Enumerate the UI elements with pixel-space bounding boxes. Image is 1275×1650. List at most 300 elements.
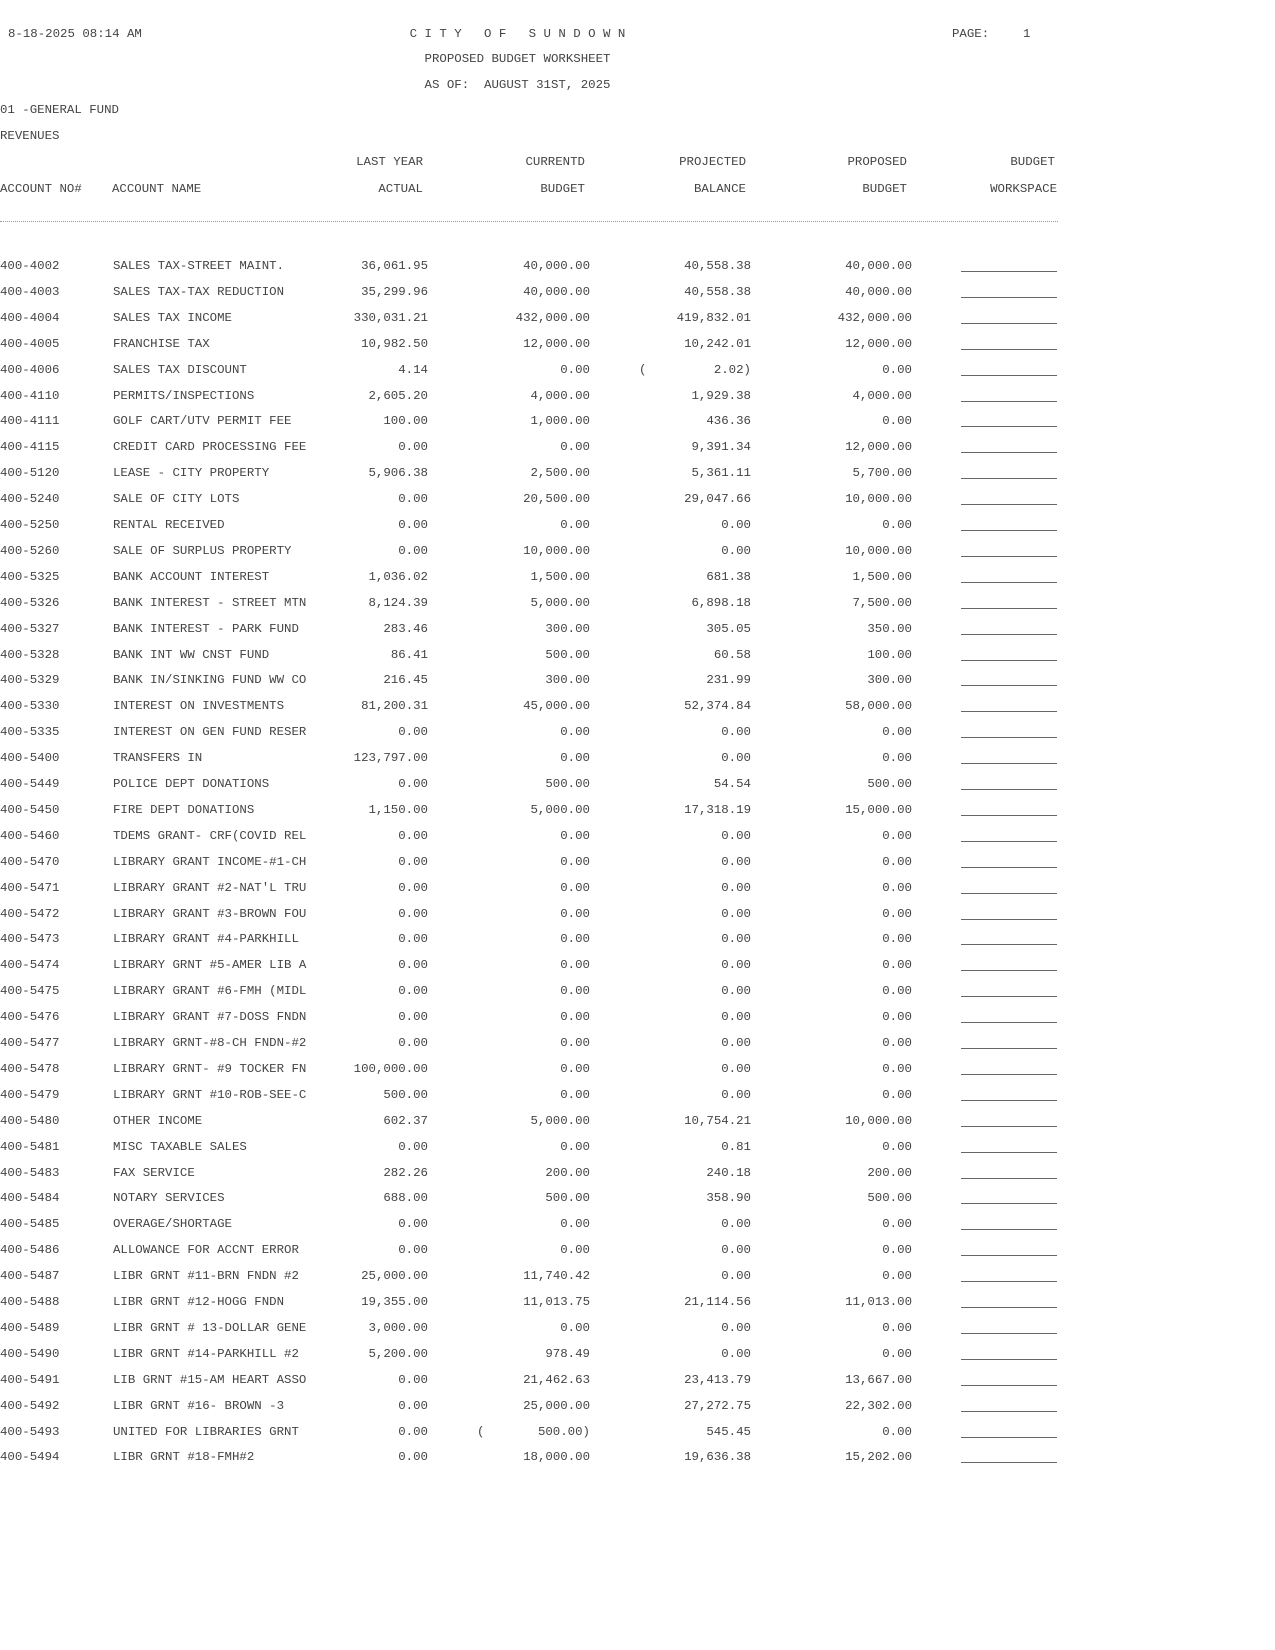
table-row [0, 596, 1060, 616]
account-name: LIBR GRNT #14-PARKHILL #2 [113, 1346, 299, 1361]
proposed-budget: 0.00 [882, 1010, 912, 1025]
projected-balance: 40,558.38 [684, 259, 751, 273]
projected-balance: 54.54 [713, 777, 751, 791]
section-title: REVENUES [0, 129, 60, 143]
budget-workspace-field[interactable] [961, 426, 1057, 427]
current-budget: 500.00 [545, 647, 590, 662]
col-budget-2: WORKSPACE [990, 182, 1057, 196]
projected-balance: 29,047.66 [684, 492, 751, 507]
current-budget: 0.00 [560, 440, 590, 455]
proposed-budget: 15,202.00 [845, 1450, 912, 1465]
last-year-actual: 0.00 [398, 1424, 428, 1439]
last-year-actual: 0.00 [398, 906, 428, 921]
negative-paren: ( [639, 362, 647, 377]
col-account-name: ACCOUNT NAME [112, 182, 202, 196]
proposed-budget: 40,000.00 [845, 259, 912, 273]
last-year-actual: 0.00 [398, 828, 428, 843]
table-row [0, 259, 1060, 279]
budget-workspace-field[interactable] [961, 1100, 1057, 1101]
table-row [0, 1269, 1060, 1289]
projected-balance: 0.00 [721, 725, 751, 740]
last-year-actual: 0.00 [398, 1450, 428, 1465]
current-budget: 500.00 [545, 777, 590, 791]
account-number: 400-5490 [0, 1346, 60, 1361]
budget-workspace-field[interactable] [961, 919, 1057, 920]
table-row [0, 1010, 1060, 1030]
projected-balance: 305.05 [706, 621, 751, 636]
budget-workspace-field[interactable] [961, 660, 1057, 661]
last-year-actual: 5,200.00 [368, 1346, 428, 1361]
last-year-actual: 1,036.02 [368, 569, 428, 584]
table-row [0, 932, 1060, 952]
table-row [0, 777, 1060, 797]
budget-workspace-field[interactable] [961, 815, 1057, 816]
table-row [0, 622, 1060, 642]
account-number: 400-5250 [0, 518, 60, 532]
proposed-budget: 40,000.00 [845, 284, 912, 299]
proposed-budget: 7,500.00 [852, 595, 912, 610]
projected-balance: 0.00 [721, 906, 751, 921]
col-budget-1: BUDGET [1010, 155, 1055, 169]
col-proposed-1: PROPOSED [847, 155, 907, 169]
account-name: SALES TAX INCOME [113, 310, 232, 325]
budget-workspace-field[interactable] [961, 634, 1057, 635]
table-row [0, 389, 1060, 409]
current-budget: 20,500.00 [523, 492, 590, 507]
proposed-budget: 0.00 [882, 1243, 912, 1258]
budget-workspace-field[interactable] [961, 349, 1057, 350]
projected-balance: 436.36 [706, 414, 751, 429]
projected-balance: 419,832.01 [676, 310, 751, 325]
budget-workspace-field[interactable] [961, 1462, 1057, 1463]
budget-workspace-field[interactable] [961, 401, 1057, 402]
budget-workspace-field[interactable] [961, 375, 1057, 376]
table-row [0, 544, 1060, 564]
col-last-year-2: ACTUAL [378, 182, 423, 196]
table-row [0, 285, 1060, 305]
budget-workspace-field[interactable] [961, 1437, 1057, 1438]
table-row [0, 855, 1060, 875]
budget-workspace-field[interactable] [961, 1359, 1057, 1360]
account-name: CREDIT CARD PROCESSING FEE [113, 440, 307, 455]
table-row [0, 1347, 1060, 1367]
projected-balance: 21,114.56 [684, 1295, 751, 1309]
current-budget: 45,000.00 [523, 699, 590, 714]
account-number: 400-5471 [0, 880, 60, 895]
budget-workspace-field[interactable] [961, 711, 1057, 712]
col-projected-1: PROJECTED [679, 155, 746, 169]
current-budget: 0.00 [560, 1036, 590, 1050]
projected-balance: 240.18 [706, 1165, 751, 1180]
proposed-budget: 0.00 [882, 1036, 912, 1050]
account-name: LIBRARY GRANT #2-NAT'L TRU [113, 880, 307, 895]
table-row [0, 1114, 1060, 1134]
last-year-actual: 602.37 [383, 1113, 428, 1128]
table-row [0, 829, 1060, 849]
account-name: LIBRARY GRANT #6-FMH (MIDL [113, 984, 307, 999]
table-row [0, 440, 1060, 460]
last-year-actual: 123,797.00 [353, 751, 428, 766]
table-row [0, 1373, 1060, 1393]
account-number: 400-5480 [0, 1113, 60, 1128]
account-number: 400-5489 [0, 1320, 60, 1335]
budget-workspace-field[interactable] [961, 1203, 1057, 1204]
current-budget: 432,000.00 [515, 310, 590, 325]
account-name: OVERAGE/SHORTAGE [113, 1217, 232, 1232]
budget-workspace-field[interactable] [961, 1229, 1057, 1230]
account-number: 400-4111 [0, 414, 60, 429]
account-name: FIRE DEPT DONATIONS [113, 802, 255, 817]
budget-workspace-field[interactable] [961, 271, 1057, 272]
account-name: INTEREST ON GEN FUND RESER [113, 725, 307, 740]
budget-workspace-field[interactable] [961, 608, 1057, 609]
last-year-actual: 688.00 [383, 1191, 428, 1206]
budget-workspace-field[interactable] [961, 1074, 1057, 1075]
account-name: POLICE DEPT DONATIONS [113, 777, 270, 791]
proposed-budget: 0.00 [882, 414, 912, 429]
budget-workspace-field[interactable] [961, 1333, 1057, 1334]
projected-balance: 2.02) [713, 362, 751, 377]
proposed-budget: 10,000.00 [845, 492, 912, 507]
budget-workspace-field[interactable] [961, 970, 1057, 971]
proposed-budget: 0.00 [882, 1269, 912, 1284]
account-name: LIBRARY GRNT-#8-CH FNDN-#2 [113, 1036, 307, 1050]
table-row [0, 699, 1060, 719]
account-number: 400-5260 [0, 543, 60, 558]
budget-workspace-field[interactable] [961, 685, 1057, 686]
account-name: LIBRARY GRANT #3-BROWN FOU [113, 906, 307, 921]
account-number: 400-5476 [0, 1010, 60, 1025]
proposed-budget: 500.00 [867, 777, 912, 791]
current-budget: 11,013.75 [523, 1295, 590, 1309]
budget-workspace-field[interactable] [961, 1385, 1057, 1386]
budget-workspace-field[interactable] [961, 582, 1057, 583]
negative-paren: ( [477, 1424, 485, 1439]
account-name: NOTARY SERVICES [113, 1191, 225, 1206]
budget-workspace-field[interactable] [961, 556, 1057, 557]
table-row [0, 492, 1060, 512]
last-year-actual: 0.00 [398, 725, 428, 740]
proposed-budget: 0.00 [882, 854, 912, 869]
budget-workspace-field[interactable] [961, 504, 1057, 505]
account-number: 400-5473 [0, 932, 60, 947]
account-name: LIBR GRNT #18-FMH#2 [113, 1450, 255, 1465]
proposed-budget: 22,302.00 [845, 1398, 912, 1413]
proposed-budget: 432,000.00 [837, 310, 912, 325]
account-number: 400-5329 [0, 673, 60, 688]
account-number: 400-5474 [0, 958, 60, 973]
account-number: 400-5330 [0, 699, 60, 714]
account-number: 400-5326 [0, 595, 60, 610]
account-name: INTEREST ON INVESTMENTS [113, 699, 285, 714]
current-budget: 0.00 [560, 1061, 590, 1076]
table-row [0, 907, 1060, 927]
account-name: SALES TAX-TAX REDUCTION [113, 284, 285, 299]
proposed-budget: 0.00 [882, 958, 912, 973]
account-number: 400-5449 [0, 777, 60, 791]
current-budget: 300.00 [545, 673, 590, 688]
account-name: LIBRARY GRANT #4-PARKHILL [113, 932, 299, 947]
budget-workspace-field[interactable] [961, 1411, 1057, 1412]
budget-workspace-field[interactable] [961, 1307, 1057, 1308]
account-number: 400-5460 [0, 828, 60, 843]
table-row [0, 363, 1060, 383]
last-year-actual: 35,299.96 [361, 284, 428, 299]
table-row [0, 1217, 1060, 1237]
proposed-budget: 12,000.00 [845, 336, 912, 351]
budget-workspace-field[interactable] [961, 789, 1057, 790]
current-budget: 300.00 [545, 621, 590, 636]
last-year-actual: 1,150.00 [368, 802, 428, 817]
table-row [0, 984, 1060, 1004]
proposed-budget: 0.00 [882, 1320, 912, 1335]
last-year-actual: 10,982.50 [361, 336, 428, 351]
current-budget: 0.00 [560, 854, 590, 869]
budget-workspace-field[interactable] [961, 867, 1057, 868]
last-year-actual: 0.00 [398, 1139, 428, 1154]
account-number: 400-5481 [0, 1139, 60, 1154]
col-projected-2: BALANCE [693, 182, 746, 196]
account-name: BANK INTEREST - PARK FUND [113, 621, 299, 636]
account-number: 400-4002 [0, 259, 60, 273]
table-row [0, 337, 1060, 357]
current-budget: 0.00 [560, 932, 590, 947]
budget-workspace-field[interactable] [961, 1152, 1057, 1153]
proposed-budget: 15,000.00 [845, 802, 912, 817]
account-name: LIBR GRNT # 13-DOLLAR GENE [113, 1320, 307, 1335]
account-name: TDEMS GRANT- CRF(COVID REL [113, 828, 307, 843]
account-name: LIBRARY GRANT #7-DOSS FNDN [113, 1010, 307, 1025]
proposed-budget: 5,700.00 [852, 466, 912, 481]
budget-workspace-field[interactable] [961, 1048, 1057, 1049]
budget-workspace-field[interactable] [961, 530, 1057, 531]
col-last-year-1: LAST YEAR [356, 155, 423, 169]
current-budget: 500.00 [545, 1191, 590, 1206]
col-account-no: ACCOUNT NO# [0, 182, 82, 196]
account-name: MISC TAXABLE SALES [113, 1139, 247, 1154]
last-year-actual: 0.00 [398, 1217, 428, 1232]
proposed-budget: 58,000.00 [845, 699, 912, 714]
table-row [0, 803, 1060, 823]
current-budget: 0.00 [560, 518, 590, 532]
last-year-actual: 0.00 [398, 1372, 428, 1387]
account-number: 400-5325 [0, 569, 60, 584]
budget-workspace-field[interactable] [961, 763, 1057, 764]
projected-balance: 0.00 [721, 1243, 751, 1258]
projected-balance: 23,413.79 [684, 1372, 751, 1387]
proposed-budget: 0.00 [882, 725, 912, 740]
account-number: 400-4003 [0, 284, 60, 299]
projected-balance: 40,558.38 [684, 284, 751, 299]
current-budget: 0.00 [560, 1243, 590, 1258]
account-number: 400-5470 [0, 854, 60, 869]
last-year-actual: 0.00 [398, 777, 428, 791]
budget-workspace-field[interactable] [961, 1281, 1057, 1282]
budget-workspace-field[interactable] [961, 478, 1057, 479]
budget-workspace-field[interactable] [961, 1022, 1057, 1023]
account-number: 400-5479 [0, 1087, 60, 1102]
table-row [0, 466, 1060, 486]
account-number: 400-5400 [0, 751, 60, 766]
projected-balance: 0.00 [721, 751, 751, 766]
budget-workspace-field[interactable] [961, 1126, 1057, 1127]
projected-balance: 1,929.38 [691, 388, 751, 403]
account-name: LIBRARY GRNT #10-ROB-SEE-C [113, 1087, 307, 1102]
budget-workspace-field[interactable] [961, 452, 1057, 453]
account-name: SALE OF SURPLUS PROPERTY [113, 543, 292, 558]
proposed-budget: 0.00 [882, 1424, 912, 1439]
last-year-actual: 0.00 [398, 543, 428, 558]
current-budget: 25,000.00 [523, 1398, 590, 1413]
budget-workspace-field[interactable] [961, 841, 1057, 842]
account-name: LIBR GRNT #11-BRN FNDN #2 [113, 1269, 299, 1284]
projected-balance: 9,391.34 [691, 440, 751, 455]
last-year-actual: 86.41 [390, 647, 428, 662]
header-divider [0, 221, 1058, 222]
proposed-budget: 4,000.00 [852, 388, 912, 403]
projected-balance: 0.00 [721, 1087, 751, 1102]
last-year-actual: 0.00 [398, 984, 428, 999]
account-number: 400-5472 [0, 906, 60, 921]
last-year-actual: 3,000.00 [368, 1320, 428, 1335]
current-budget: 0.00 [560, 1139, 590, 1154]
account-name: BANK ACCOUNT INTEREST [113, 569, 270, 584]
current-budget: 0.00 [560, 958, 590, 973]
current-budget: 200.00 [545, 1165, 590, 1180]
account-name: BANK INTEREST - STREET MTN [113, 595, 307, 610]
budget-workspace-field[interactable] [961, 1178, 1057, 1179]
current-budget: 978.49 [545, 1346, 590, 1361]
last-year-actual: 0.00 [398, 854, 428, 869]
account-name: LIBRARY GRNT #5-AMER LIB A [113, 958, 307, 973]
current-budget: 5,000.00 [530, 1113, 590, 1128]
account-name: LIBRARY GRANT INCOME-#1-CH [113, 854, 307, 869]
table-row [0, 1062, 1060, 1082]
projected-balance: 358.90 [706, 1191, 751, 1206]
account-name: BANK INT WW CNST FUND [113, 647, 270, 662]
proposed-budget: 1,500.00 [852, 569, 912, 584]
table-row [0, 1295, 1060, 1315]
account-name: PERMITS/INSPECTIONS [113, 388, 255, 403]
budget-workspace-field[interactable] [961, 1255, 1057, 1256]
page-label: PAGE: [952, 27, 990, 41]
projected-balance: 60.58 [713, 647, 751, 662]
account-name: BANK IN/SINKING FUND WW CO [113, 673, 307, 688]
last-year-actual: 0.00 [398, 1398, 428, 1413]
account-name: FAX SERVICE [113, 1165, 195, 1180]
account-number: 400-5120 [0, 466, 60, 481]
last-year-actual: 282.26 [383, 1165, 428, 1180]
budget-workspace-field[interactable] [961, 944, 1057, 945]
budget-workspace-field[interactable] [961, 996, 1057, 997]
proposed-budget: 0.00 [882, 1346, 912, 1361]
table-row [0, 1088, 1060, 1108]
col-current-2: BUDGET [540, 182, 585, 196]
last-year-actual: 0.00 [398, 492, 428, 507]
projected-balance: 0.00 [721, 1061, 751, 1076]
projected-balance: 5,361.11 [691, 466, 751, 481]
current-budget: 0.00 [560, 1087, 590, 1102]
proposed-budget: 0.00 [882, 1139, 912, 1154]
proposed-budget: 0.00 [882, 362, 912, 377]
account-name: ALLOWANCE FOR ACCNT ERROR [113, 1243, 299, 1258]
table-row [0, 1321, 1060, 1341]
current-budget: 21,462.63 [523, 1372, 590, 1387]
projected-balance: 0.00 [721, 1269, 751, 1284]
last-year-actual: 0.00 [398, 440, 428, 455]
current-budget: 0.00 [560, 362, 590, 377]
current-budget: 0.00 [560, 828, 590, 843]
budget-workspace-field[interactable] [961, 297, 1057, 298]
current-budget: 5,000.00 [530, 595, 590, 610]
account-name: OTHER INCOME [113, 1113, 203, 1128]
proposed-budget: 0.00 [882, 880, 912, 895]
account-number: 400-5488 [0, 1295, 60, 1309]
projected-balance: 0.00 [721, 828, 751, 843]
current-budget: 0.00 [560, 1010, 590, 1025]
last-year-actual: 500.00 [383, 1087, 428, 1102]
last-year-actual: 2,605.20 [368, 388, 428, 403]
current-budget: 4,000.00 [530, 388, 590, 403]
account-number: 400-5335 [0, 725, 60, 740]
account-name: SALES TAX DISCOUNT [113, 362, 247, 377]
proposed-budget: 0.00 [882, 984, 912, 999]
projected-balance: 0.00 [721, 1346, 751, 1361]
projected-balance: 0.00 [721, 984, 751, 999]
proposed-budget: 0.00 [882, 932, 912, 947]
fund-name: 01 -GENERAL FUND [0, 103, 119, 117]
account-number: 400-5328 [0, 647, 60, 662]
budget-workspace-field[interactable] [961, 893, 1057, 894]
table-row [0, 648, 1060, 668]
last-year-actual: 25,000.00 [361, 1269, 428, 1284]
report-datetime: 8-18-2025 08:14 AM [8, 27, 142, 41]
table-row [0, 881, 1060, 901]
account-number: 400-5485 [0, 1217, 60, 1232]
account-name: LIBRARY GRNT- #9 TOCKER FN [113, 1061, 307, 1076]
account-name: GOLF CART/UTV PERMIT FEE [113, 414, 292, 429]
projected-balance: 681.38 [706, 569, 751, 584]
account-number: 400-5327 [0, 621, 60, 636]
proposed-budget: 100.00 [867, 647, 912, 662]
current-budget: 500.00) [537, 1424, 590, 1439]
proposed-budget: 300.00 [867, 673, 912, 688]
table-row [0, 518, 1060, 538]
budget-workspace-field[interactable] [961, 737, 1057, 738]
last-year-actual: 81,200.31 [361, 699, 428, 714]
account-number: 400-4110 [0, 388, 60, 403]
account-name: TRANSFERS IN [113, 751, 203, 766]
account-number: 400-5492 [0, 1398, 60, 1413]
projected-balance: 545.45 [706, 1424, 751, 1439]
table-row [0, 1450, 1060, 1470]
table-row [0, 1425, 1060, 1445]
last-year-actual: 0.00 [398, 880, 428, 895]
account-number: 400-5486 [0, 1243, 60, 1258]
projected-balance: 6,898.18 [691, 595, 751, 610]
table-row [0, 414, 1060, 434]
account-number: 400-5494 [0, 1450, 60, 1465]
budget-workspace-field[interactable] [961, 323, 1057, 324]
last-year-actual: 100,000.00 [353, 1061, 428, 1076]
account-name: LIBR GRNT #16- BROWN -3 [113, 1398, 285, 1413]
account-name: FRANCHISE TAX [113, 336, 210, 351]
current-budget: 1,500.00 [530, 569, 590, 584]
col-current-1: CURRENTD [525, 155, 585, 169]
projected-balance: 0.00 [721, 932, 751, 947]
last-year-actual: 0.00 [398, 1243, 428, 1258]
current-budget: 0.00 [560, 1217, 590, 1232]
